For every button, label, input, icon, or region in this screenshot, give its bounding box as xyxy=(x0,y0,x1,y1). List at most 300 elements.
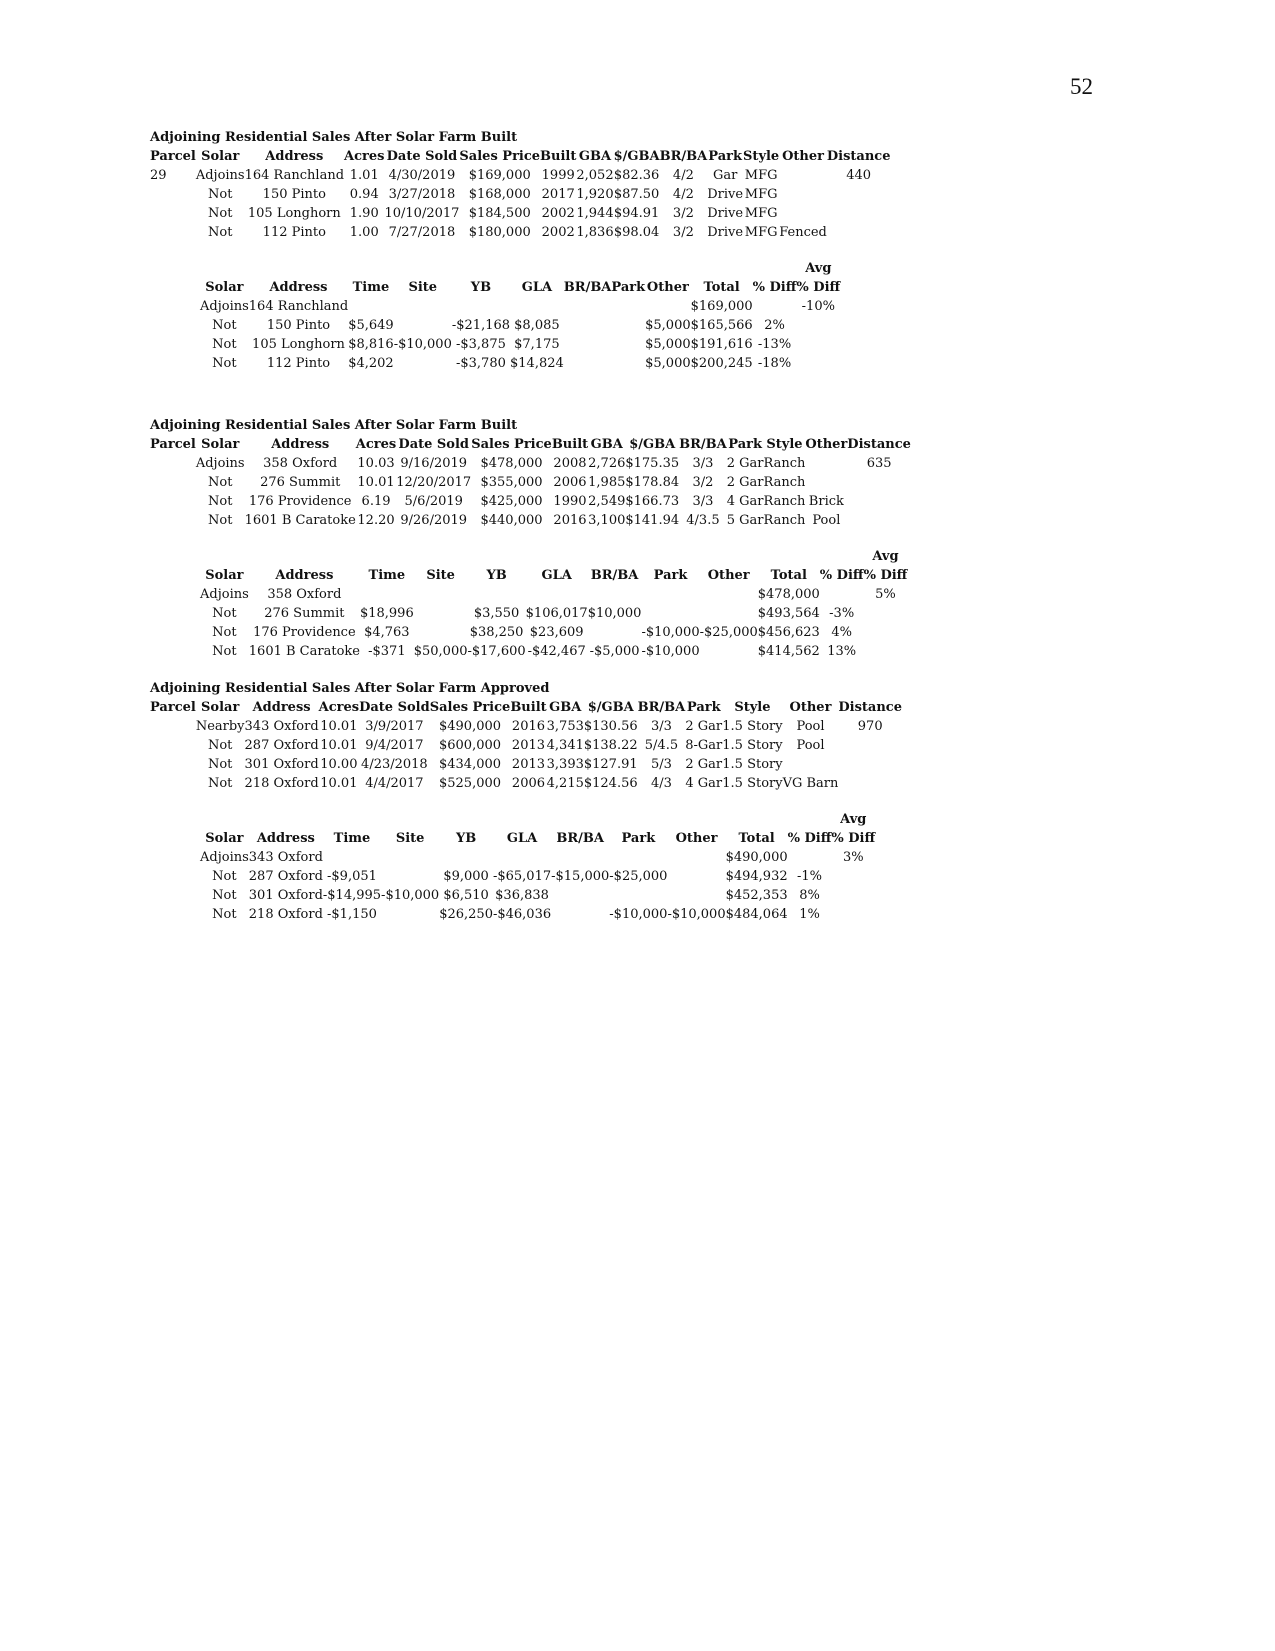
table-header-row xyxy=(150,147,890,166)
column-header: % Diff xyxy=(831,831,876,846)
table-cell: Adjoins xyxy=(195,168,245,183)
table-row xyxy=(150,511,911,530)
table-row xyxy=(150,204,890,223)
table-cell: -$5,000 xyxy=(589,644,640,659)
table-cell xyxy=(641,585,699,604)
table-cell: Pool xyxy=(796,719,825,734)
avg-label-row xyxy=(200,259,840,278)
table-cell: MFG xyxy=(744,206,778,221)
table-cell: $178.84 xyxy=(625,475,680,490)
table-cell xyxy=(847,492,911,511)
table-cell: $169,000 xyxy=(468,168,531,183)
table-cell xyxy=(796,335,840,354)
column-header: Park xyxy=(621,831,656,846)
table-cell: $355,000 xyxy=(480,475,543,490)
table-cell: $5,000 xyxy=(645,318,691,333)
table-cell: -$10,000 xyxy=(667,907,726,922)
table-header-row xyxy=(200,566,907,585)
table-cell: -$10,000 xyxy=(641,625,700,640)
table-cell: $168,000 xyxy=(468,187,531,202)
table-cell: 12/20/2017 xyxy=(396,475,472,490)
table-cell: $106,017 xyxy=(525,606,588,621)
column-header: Acres xyxy=(355,437,397,452)
table-cell: 3,753 xyxy=(546,719,584,734)
table-cell: 1.90 xyxy=(349,206,379,221)
table-cell xyxy=(796,354,840,373)
column-header: Total xyxy=(738,831,775,846)
empty-header xyxy=(200,259,249,278)
empty-header xyxy=(249,810,323,829)
table-cell: 9/16/2019 xyxy=(400,456,468,471)
empty-header xyxy=(510,259,564,278)
table-cell: $165,566 xyxy=(690,318,753,333)
table-cell: -$17,600 xyxy=(467,644,526,659)
table-cell: 2,549 xyxy=(588,494,626,509)
empty-header xyxy=(564,259,612,278)
column-header: Style xyxy=(734,700,771,715)
empty-header xyxy=(551,810,609,829)
table-cell xyxy=(788,848,832,867)
column-header: BR/BA xyxy=(590,568,639,583)
table-row xyxy=(200,848,875,867)
table-cell: 2017 xyxy=(541,187,575,202)
table-cell: Not xyxy=(212,625,237,640)
column-header: BR/BA xyxy=(563,280,612,295)
table-cell xyxy=(820,585,864,604)
empty-header xyxy=(526,547,588,566)
table-cell: $175.35 xyxy=(625,456,680,471)
table-cell xyxy=(667,848,725,867)
table-cell xyxy=(439,848,493,867)
table-cell: 10.01 xyxy=(320,719,358,734)
table-cell: 4% xyxy=(831,625,852,640)
table-cell: 4/2 xyxy=(672,187,694,202)
column-header: Total xyxy=(770,568,807,583)
table-cell: Nearby xyxy=(195,719,245,734)
table-cell: $23,609 xyxy=(529,625,584,640)
empty-header xyxy=(360,547,414,566)
table-cell xyxy=(493,848,551,867)
table-cell: 105 Longhorn xyxy=(252,337,345,352)
table-cell: 13% xyxy=(827,644,857,659)
table-cell: Not xyxy=(212,907,237,922)
table-cell: 164 Ranchland xyxy=(248,299,349,314)
table-cell: -$14,995 xyxy=(322,888,382,903)
table-cell: 301 Oxford xyxy=(248,888,323,903)
column-header: Sales Price xyxy=(471,437,552,452)
table-cell: 2 Gar xyxy=(726,475,764,490)
table-cell: $50,000 xyxy=(413,644,468,659)
table-row xyxy=(200,316,840,335)
table-cell xyxy=(510,297,564,316)
empty-header xyxy=(394,259,452,278)
column-header: Total xyxy=(703,280,740,295)
table-cell xyxy=(394,354,452,373)
column-header: Solar xyxy=(201,700,240,715)
table-cell: 10.01 xyxy=(320,776,358,791)
empty-header xyxy=(414,547,468,566)
table-cell: Not xyxy=(212,318,237,333)
table-cell: -$9,051 xyxy=(327,869,377,884)
table-cell: 276 Summit xyxy=(260,475,341,490)
table-cell: 8% xyxy=(799,888,820,903)
table-cell: 3/27/2018 xyxy=(388,187,456,202)
table-cell xyxy=(831,867,875,886)
table-cell xyxy=(452,297,510,316)
table-cell: 2013 xyxy=(511,738,546,753)
table-cell: $98.04 xyxy=(613,225,660,240)
column-header: Built xyxy=(540,149,577,164)
table-cell: 4 Gar xyxy=(685,776,723,791)
table-cell: Not xyxy=(208,206,233,221)
table-cell: Pool xyxy=(796,738,825,753)
column-header: GBA xyxy=(590,437,623,452)
table-cell: $82.36 xyxy=(613,168,660,183)
table-cell: MFG xyxy=(744,187,778,202)
table-row xyxy=(200,642,907,661)
column-header: Site xyxy=(395,831,425,846)
column-header: BR/BA xyxy=(679,437,727,452)
table-cell xyxy=(588,585,642,604)
empty-header xyxy=(381,810,439,829)
table-cell xyxy=(150,717,196,736)
empty-header xyxy=(758,547,820,566)
table-header-row xyxy=(150,698,902,717)
table-cell xyxy=(564,297,612,316)
table-cell: Not xyxy=(207,738,233,753)
column-header: Solar xyxy=(205,831,244,846)
table-cell: -$1,150 xyxy=(327,907,377,922)
table-cell: Not xyxy=(208,494,233,509)
table-cell xyxy=(667,867,725,886)
table-cell xyxy=(150,492,196,511)
empty-header xyxy=(249,259,348,278)
table-cell: 112 Pinto xyxy=(262,225,326,240)
table-cell: 2016 xyxy=(553,513,587,528)
table-cell: 150 Pinto xyxy=(266,318,331,333)
table-cell: 5% xyxy=(875,587,896,602)
table-cell: 1,985 xyxy=(588,475,626,490)
table-cell: 287 Oxford xyxy=(244,738,319,753)
column-header: Style xyxy=(743,149,780,164)
column-header: % Diff xyxy=(787,831,832,846)
table-cell: 970 xyxy=(857,719,883,734)
table-cell xyxy=(150,511,196,530)
table-cell: $8,085 xyxy=(514,318,560,333)
table-cell: $169,000 xyxy=(690,299,753,314)
table-cell: Ranch xyxy=(763,494,806,509)
table-cell: -10% xyxy=(801,299,835,314)
table-cell xyxy=(831,905,875,924)
table-row xyxy=(200,585,907,604)
table-cell: $478,000 xyxy=(757,587,820,602)
column-header: Solar xyxy=(205,280,244,295)
table-cell: 8-Gar xyxy=(685,738,723,753)
empty-header xyxy=(820,547,864,566)
column-header: GBA xyxy=(549,700,582,715)
table-cell: 343 Oxford xyxy=(248,850,323,865)
table-cell: -$15,000 xyxy=(551,869,610,884)
table-cell: 358 Oxford xyxy=(263,456,338,471)
table-cell: 3/2 xyxy=(672,206,694,221)
empty-header xyxy=(468,547,526,566)
table-row xyxy=(150,717,902,736)
table-cell xyxy=(779,204,827,223)
table-cell: Not xyxy=(208,225,233,240)
column-header: $/GBA xyxy=(587,700,634,715)
table-cell: 287 Oxford xyxy=(248,869,323,884)
table-cell: 12.20 xyxy=(357,513,395,528)
table-cell: Adjoins xyxy=(200,850,249,865)
empty-header xyxy=(249,547,360,566)
table-cell: VG Barn xyxy=(782,776,839,791)
table-cell xyxy=(150,185,196,204)
empty-header xyxy=(788,810,832,829)
table-cell xyxy=(564,335,612,354)
table-cell xyxy=(150,736,196,755)
table-cell: 1999 xyxy=(541,168,575,183)
table-row xyxy=(150,736,902,755)
table-cell: $6,510 xyxy=(443,888,489,903)
column-header: Address xyxy=(275,568,334,583)
table-cell: 1,836 xyxy=(576,225,614,240)
table-cell xyxy=(150,223,196,242)
table-cell xyxy=(827,223,891,242)
table-cell: $4,763 xyxy=(364,625,410,640)
table-cell xyxy=(611,297,645,316)
table-cell xyxy=(805,473,847,492)
table-cell: 4,215 xyxy=(546,776,584,791)
column-header: Distance xyxy=(847,437,911,452)
table-cell xyxy=(796,316,840,335)
column-header: Other xyxy=(782,149,824,164)
table-cell xyxy=(779,166,827,185)
table-cell xyxy=(564,316,612,335)
section-title: Adjoining Residential Sales After Solar Farm Approved xyxy=(150,681,550,696)
table-cell: 112 Pinto xyxy=(266,356,331,371)
table-cell: 4 Gar xyxy=(726,494,764,509)
column-header: Solar xyxy=(201,149,240,164)
table-cell xyxy=(805,454,847,473)
table-cell: Brick xyxy=(808,494,844,509)
column-header: BR/BA xyxy=(659,149,708,164)
column-header: Built xyxy=(551,437,589,452)
table-row xyxy=(200,623,907,642)
table-cell xyxy=(150,774,196,793)
table-cell: $456,623 xyxy=(757,625,820,640)
table-cell: -3% xyxy=(829,606,855,621)
table-cell: $600,000 xyxy=(438,738,502,753)
table-cell: $180,000 xyxy=(468,225,531,240)
table-cell: -18% xyxy=(757,356,792,371)
table-cell xyxy=(641,604,699,623)
table-cell: Not xyxy=(208,475,233,490)
table-row xyxy=(200,867,875,886)
table-cell: 2013 xyxy=(511,757,546,772)
table-cell xyxy=(611,335,645,354)
empty-header xyxy=(611,259,645,278)
table-cell xyxy=(700,642,758,661)
table-cell: 218 Oxford xyxy=(248,907,323,922)
column-header: Parcel xyxy=(150,700,196,715)
table-cell xyxy=(827,185,891,204)
table-cell: $138.22 xyxy=(583,738,638,753)
table-cell: 1.5 Story xyxy=(722,757,783,772)
table-cell: Not xyxy=(208,187,233,202)
column-header: Park xyxy=(686,700,721,715)
table-cell xyxy=(348,297,394,316)
table-cell xyxy=(414,604,468,623)
table-cell: Not xyxy=(208,513,233,528)
column-header: Park xyxy=(611,280,646,295)
column-header: Other xyxy=(789,700,832,715)
table-cell: -$3,875 xyxy=(455,337,506,352)
table-cell: 4,341 xyxy=(546,738,584,753)
table-cell: $478,000 xyxy=(480,456,543,471)
table-cell: $141.94 xyxy=(625,513,680,528)
table-cell: $8,816 xyxy=(348,337,394,352)
table-cell: Drive xyxy=(707,206,744,221)
column-header: GLA xyxy=(541,568,572,583)
table-cell xyxy=(551,905,609,924)
table-cell: $5,000 xyxy=(645,337,691,352)
table-cell: 2008 xyxy=(553,456,587,471)
table-cell: 176 Providence xyxy=(248,494,352,509)
table-cell xyxy=(645,297,691,316)
empty-header xyxy=(700,547,758,566)
table-cell: -$21,168 xyxy=(451,318,511,333)
table-cell: -$46,036 xyxy=(492,907,552,922)
table-cell: 1,944 xyxy=(576,206,614,221)
table-cell: $4,202 xyxy=(348,356,394,371)
table-cell: 176 Providence xyxy=(253,625,356,640)
table-cell: $525,000 xyxy=(438,776,502,791)
table-cell: 301 Oxford xyxy=(244,757,319,772)
table-cell: 343 Oxford xyxy=(244,719,319,734)
table-cell: 3,393 xyxy=(546,757,584,772)
sales-table xyxy=(150,435,911,530)
table-cell: 150 Pinto xyxy=(262,187,326,202)
table-cell: $484,064 xyxy=(725,907,788,922)
table-cell: 5 Gar xyxy=(726,513,764,528)
column-header: Built xyxy=(510,700,547,715)
column-header: GBA xyxy=(578,149,612,164)
table-cell xyxy=(847,511,911,530)
table-cell: 3% xyxy=(842,850,864,865)
table-cell: $87.50 xyxy=(613,187,660,202)
column-header: Date Sold xyxy=(386,149,458,164)
table-cell: -$42,467 xyxy=(527,644,586,659)
table-cell: $18,996 xyxy=(359,606,414,621)
table-cell xyxy=(588,623,642,642)
column-header: BR/BA xyxy=(556,831,605,846)
table-cell: 164 Ranchland xyxy=(244,168,345,183)
table-cell: 1.5 Story xyxy=(722,776,783,791)
table-cell xyxy=(394,297,452,316)
page-number: 52 xyxy=(1070,74,1093,99)
table-cell: $94.91 xyxy=(613,206,660,221)
table-cell: -$10,000 xyxy=(393,337,452,352)
table-row xyxy=(150,185,890,204)
table-cell: 4/30/2019 xyxy=(388,168,456,183)
table-cell xyxy=(394,316,452,335)
table-cell: -$10,000 xyxy=(641,644,700,659)
table-cell: -$371 xyxy=(368,644,406,659)
table-cell xyxy=(609,886,667,905)
empty-header xyxy=(200,810,249,829)
table-cell xyxy=(779,185,827,204)
column-header: YB xyxy=(470,280,492,295)
table-cell: $452,353 xyxy=(725,888,788,903)
table-cell: $7,175 xyxy=(514,337,560,352)
column-header: BR/BA xyxy=(637,700,686,715)
table-cell: Gar xyxy=(712,168,738,183)
table-cell: -$10,000 xyxy=(609,907,668,922)
empty-header xyxy=(200,547,249,566)
table-cell: $490,000 xyxy=(725,850,788,865)
column-header: Other xyxy=(805,437,848,452)
table-cell xyxy=(611,354,645,373)
column-header: Address xyxy=(265,149,324,164)
table-cell: 4/2 xyxy=(672,168,694,183)
column-header: Other xyxy=(707,568,750,583)
empty-header xyxy=(348,259,394,278)
table-cell: Pool xyxy=(812,513,841,528)
table-cell: 635 xyxy=(866,456,892,471)
table-cell xyxy=(700,585,758,604)
column-header: % Diff xyxy=(819,568,864,583)
table-cell: $130.56 xyxy=(583,719,638,734)
table-cell xyxy=(414,623,468,642)
column-header: Date Sold xyxy=(359,700,430,715)
table-cell: 3/2 xyxy=(672,225,694,240)
column-header: Distance xyxy=(826,149,891,164)
column-header: Sales Price xyxy=(459,149,541,164)
table-cell xyxy=(838,736,902,755)
table-cell: MFG xyxy=(744,168,778,183)
table-row xyxy=(200,604,907,623)
table-cell xyxy=(827,204,891,223)
column-header: GLA xyxy=(506,831,538,846)
column-header: Time xyxy=(368,568,406,583)
table-cell: Not xyxy=(212,888,237,903)
column-header: $/GBA xyxy=(629,437,676,452)
table-cell: 29 xyxy=(150,168,167,183)
table-header-row xyxy=(200,829,875,848)
table-cell xyxy=(864,623,908,642)
table-cell xyxy=(150,204,196,223)
table-cell xyxy=(150,454,196,473)
table-cell xyxy=(700,604,758,623)
table-row xyxy=(150,755,902,774)
column-header: Address xyxy=(269,280,328,295)
avg-label: Avg xyxy=(872,549,899,564)
column-header: YB xyxy=(455,831,477,846)
table-cell: 7/27/2018 xyxy=(388,225,456,240)
table-row xyxy=(150,166,890,185)
table-cell: 1.00 xyxy=(349,225,379,240)
table-cell: -$10,000 xyxy=(381,888,440,903)
column-header: Park xyxy=(728,437,762,452)
empty-header xyxy=(493,810,551,829)
table-cell: 1990 xyxy=(553,494,587,509)
table-cell: $440,000 xyxy=(480,513,543,528)
table-cell: 1.5 Story xyxy=(722,719,783,734)
table-cell: $3,550 xyxy=(473,606,520,621)
avg-label-row xyxy=(200,547,907,566)
column-header: $/GBA xyxy=(613,149,660,164)
table-cell: 1601 B Caratoke xyxy=(248,644,360,659)
